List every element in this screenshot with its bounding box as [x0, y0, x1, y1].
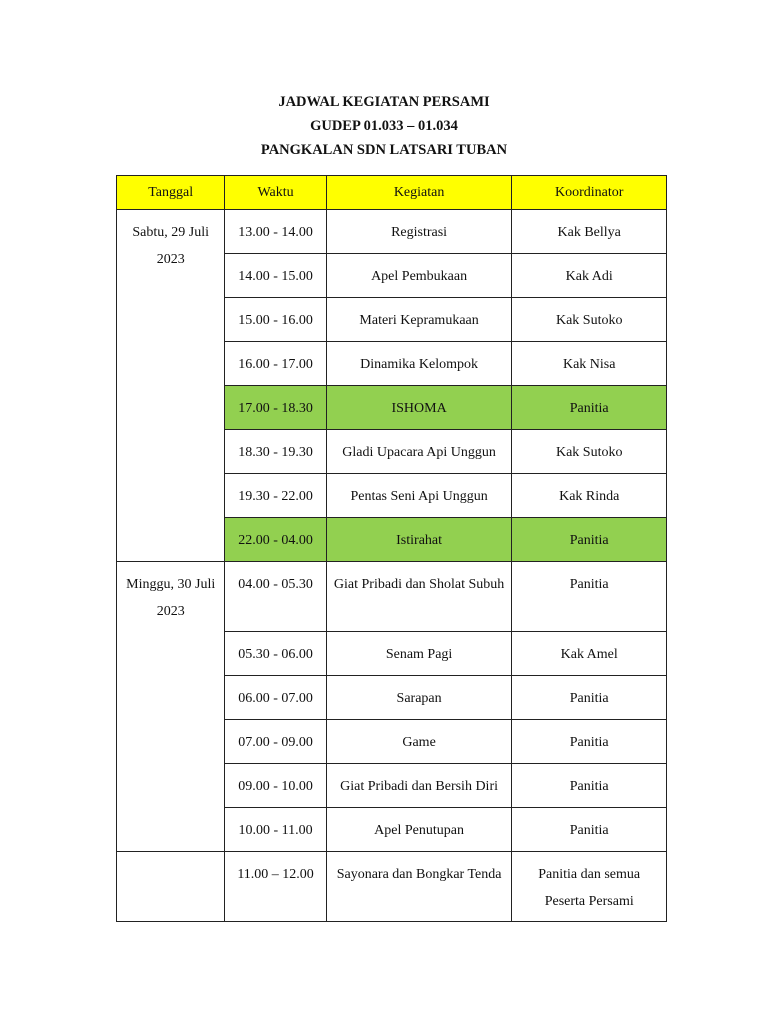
table-row — [117, 210, 667, 254]
activity-cell: Game — [326, 720, 512, 764]
time-cell: 07.00 - 09.00 — [225, 720, 326, 764]
document-location: PANGKALAN SDN LATSARI TUBAN — [260, 142, 508, 158]
activity-cell: Dinamika Kelompok — [326, 342, 512, 386]
time-cell: 06.00 - 07.00 — [225, 676, 326, 720]
schedule-table — [116, 175, 667, 922]
activity-cell: Materi Kepramukaan — [326, 298, 512, 342]
activity-cell: Apel Pembukaan — [326, 254, 512, 298]
activity-cell: Giat Pribadi dan Bersih Diri — [326, 764, 512, 808]
activity-cell: Istirahat — [326, 518, 512, 562]
date-cell-saturday: Sabtu, 29 Juli 2023 — [117, 210, 225, 562]
time-cell: 10.00 - 11.00 — [225, 808, 326, 852]
date-cell-empty — [117, 852, 225, 922]
activity-cell: Sarapan — [326, 676, 512, 720]
column-header-koordinator: Koordinator — [512, 176, 667, 210]
coordinator-cell: Kak Adi — [512, 254, 667, 298]
time-cell: 14.00 - 15.00 — [225, 254, 326, 298]
table-header-row — [117, 176, 667, 210]
coordinator-cell: Kak Rinda — [512, 474, 667, 518]
column-header-tanggal: Tanggal — [117, 176, 225, 210]
activity-cell: ISHOMA — [326, 386, 512, 430]
coordinator-cell: Panitia — [512, 562, 667, 632]
time-cell: 11.00 – 12.00 — [225, 852, 326, 922]
time-cell: 17.00 - 18.30 — [225, 386, 326, 430]
table-row — [117, 852, 667, 922]
coordinator-cell: Panitia — [512, 676, 667, 720]
time-cell: 04.00 - 05.30 — [225, 562, 326, 632]
document-title-block — [0, 92, 768, 164]
activity-cell: Pentas Seni Api Unggun — [326, 474, 512, 518]
date-cell-sunday: Minggu, 30 Juli 2023 — [117, 562, 225, 852]
coordinator-cell: Kak Bellya — [512, 210, 667, 254]
column-header-kegiatan: Kegiatan — [326, 176, 512, 210]
activity-cell: Gladi Upacara Api Unggun — [326, 430, 512, 474]
coordinator-cell: Kak Sutoko — [512, 430, 667, 474]
coordinator-cell: Panitia — [512, 386, 667, 430]
time-cell: 16.00 - 17.00 — [225, 342, 326, 386]
activity-cell: Giat Pribadi dan Sholat Subuh — [326, 562, 512, 632]
activity-cell: Registrasi — [326, 210, 512, 254]
time-cell: 19.30 - 22.00 — [225, 474, 326, 518]
time-cell: 18.30 - 19.30 — [225, 430, 326, 474]
activity-cell: Sayonara dan Bongkar Tenda — [326, 852, 512, 922]
time-cell: 13.00 - 14.00 — [225, 210, 326, 254]
document-subtitle: GUDEP 01.033 – 01.034 — [310, 118, 458, 134]
coordinator-cell: Panitia dan semua Peserta Persami — [512, 852, 667, 922]
coordinator-cell: Kak Amel — [512, 632, 667, 676]
column-header-waktu: Waktu — [225, 176, 326, 210]
time-cell: 09.00 - 10.00 — [225, 764, 326, 808]
table-row — [117, 562, 667, 632]
activity-cell: Senam Pagi — [326, 632, 512, 676]
document-title: JADWAL KEGIATAN PERSAMI — [278, 94, 490, 110]
coordinator-cell: Panitia — [512, 808, 667, 852]
activity-cell: Apel Penutupan — [326, 808, 512, 852]
coordinator-cell: Panitia — [512, 720, 667, 764]
coordinator-cell: Kak Nisa — [512, 342, 667, 386]
time-cell: 22.00 - 04.00 — [225, 518, 326, 562]
time-cell: 05.30 - 06.00 — [225, 632, 326, 676]
coordinator-cell: Panitia — [512, 764, 667, 808]
coordinator-cell: Kak Sutoko — [512, 298, 667, 342]
time-cell: 15.00 - 16.00 — [225, 298, 326, 342]
coordinator-cell: Panitia — [512, 518, 667, 562]
